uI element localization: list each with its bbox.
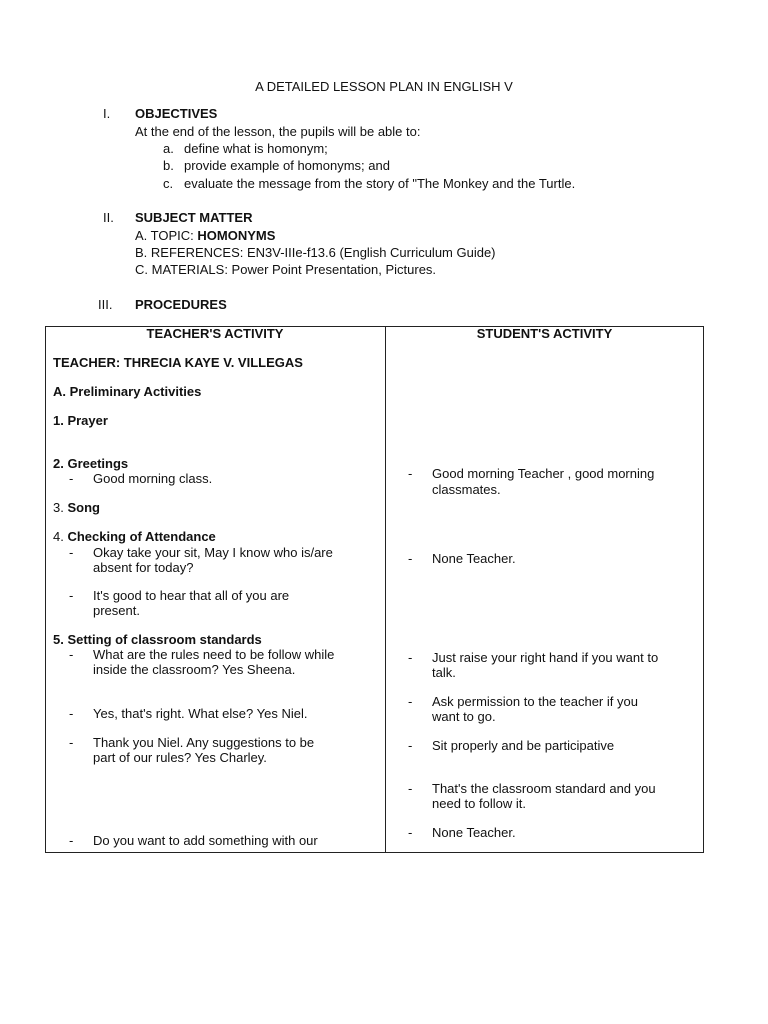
standards-heading: 5. Setting of classroom standards	[53, 632, 262, 647]
std-teacher-dash-4: -	[69, 833, 74, 848]
procedures-numeral: III.	[98, 297, 113, 312]
references-line: B. REFERENCES: EN3V-IIIe-f13.6 (English Curriculum Guide)	[135, 245, 496, 260]
std-teacher-dash-2: -	[69, 706, 74, 721]
std-teacher-4: Do you want to add something with our	[93, 833, 318, 848]
att-teacher-dash-2: -	[69, 588, 74, 603]
att-student-dash-1: -	[408, 551, 413, 566]
subject-matter-numeral: II.	[103, 210, 114, 225]
objective-marker-b: b.	[163, 158, 174, 173]
teacher-activity-header: TEACHER'S ACTIVITY	[146, 326, 284, 341]
objectives-numeral: I.	[103, 106, 111, 121]
objective-marker-c: c.	[163, 176, 174, 191]
std-student-5: None Teacher.	[432, 825, 516, 840]
std-student-dash-2: -	[408, 694, 413, 709]
objectives-intro: At the end of the lesson, the pupils will be able to:	[135, 124, 421, 139]
attendance-heading	[53, 529, 216, 545]
topic-label: A. TOPIC:	[135, 228, 198, 243]
greet-teacher-dash: -	[69, 471, 74, 486]
topic-line	[135, 228, 275, 244]
std-teacher-dash-3: -	[69, 735, 74, 750]
song-label: Song	[67, 500, 100, 515]
att-student-1: None Teacher.	[432, 551, 516, 566]
std-student-1-line2: talk.	[432, 665, 456, 680]
objective-item-b: provide example of homonyms; and	[184, 158, 390, 173]
teacher-name: TEACHER: THRECIA KAYE V. VILLEGAS	[53, 355, 303, 370]
std-teacher-dash-1: -	[69, 647, 74, 662]
std-student-1-line1: Just raise your right hand if you want to	[432, 650, 659, 665]
procedures-heading: PROCEDURES	[135, 297, 227, 312]
table-column-divider	[385, 326, 386, 853]
subject-matter-heading: SUBJECT MATTER	[135, 210, 253, 225]
std-teacher-1-line2: inside the classroom? Yes Sheena.	[93, 662, 296, 677]
std-student-2-line1: Ask permission to the teacher if you	[432, 694, 638, 709]
preliminary-activities: A. Preliminary Activities	[53, 384, 202, 399]
std-student-dash-3: -	[408, 738, 413, 753]
student-activity-header: STUDENT'S ACTIVITY	[476, 326, 613, 341]
attendance-label: Checking of Attendance	[67, 529, 216, 544]
std-student-dash-1: -	[408, 650, 413, 665]
std-student-dash-5: -	[408, 825, 413, 840]
std-student-dash-4: -	[408, 781, 413, 796]
objective-marker-a: a.	[163, 141, 174, 156]
greet-student-line1: Good morning Teacher , good morning	[432, 466, 655, 481]
att-teacher-2-line2: present.	[93, 603, 140, 618]
att-teacher-dash-1: -	[69, 545, 74, 560]
greet-student-dash: -	[408, 466, 413, 481]
greet-student-line2: classmates.	[432, 482, 501, 497]
att-teacher-1-line2: absent for today?	[93, 560, 194, 575]
prayer-heading: 1. Prayer	[53, 413, 108, 428]
att-teacher-1-line1: Okay take your sit, May I know who is/are	[93, 545, 333, 560]
topic-value: HOMONYMS	[197, 228, 276, 243]
objective-item-c: evaluate the message from the story of "The Monkey and the Turtle.	[184, 176, 576, 191]
std-student-3: Sit properly and be participative	[432, 738, 615, 753]
document-title: A DETAILED LESSON PLAN IN ENGLISH V	[255, 79, 513, 94]
std-teacher-2: Yes, that's right. What else? Yes Niel.	[93, 706, 308, 721]
song-number: 3.	[53, 500, 68, 515]
objective-item-a: define what is homonym;	[184, 141, 328, 156]
attendance-number: 4.	[53, 529, 68, 544]
std-student-4-line1: That's the classroom standard and you	[432, 781, 656, 796]
std-student-4-line2: need to follow it.	[432, 796, 526, 811]
materials-line: C. MATERIALS: Power Point Presentation, Pictures.	[135, 262, 437, 277]
std-teacher-3-line1: Thank you Niel. Any suggestions to be	[93, 735, 315, 750]
att-teacher-2-line1: It's good to hear that all of you are	[93, 588, 290, 603]
std-student-2-line2: want to go.	[432, 709, 496, 724]
std-teacher-1-line1: What are the rules need to be follow while	[93, 647, 335, 662]
greetings-heading: 2. Greetings	[53, 456, 129, 471]
objectives-heading: OBJECTIVES	[135, 106, 218, 121]
std-teacher-3-line2: part of our rules? Yes Charley.	[93, 750, 267, 765]
song-heading	[53, 500, 100, 516]
greet-teacher-line: Good morning class.	[93, 471, 213, 486]
